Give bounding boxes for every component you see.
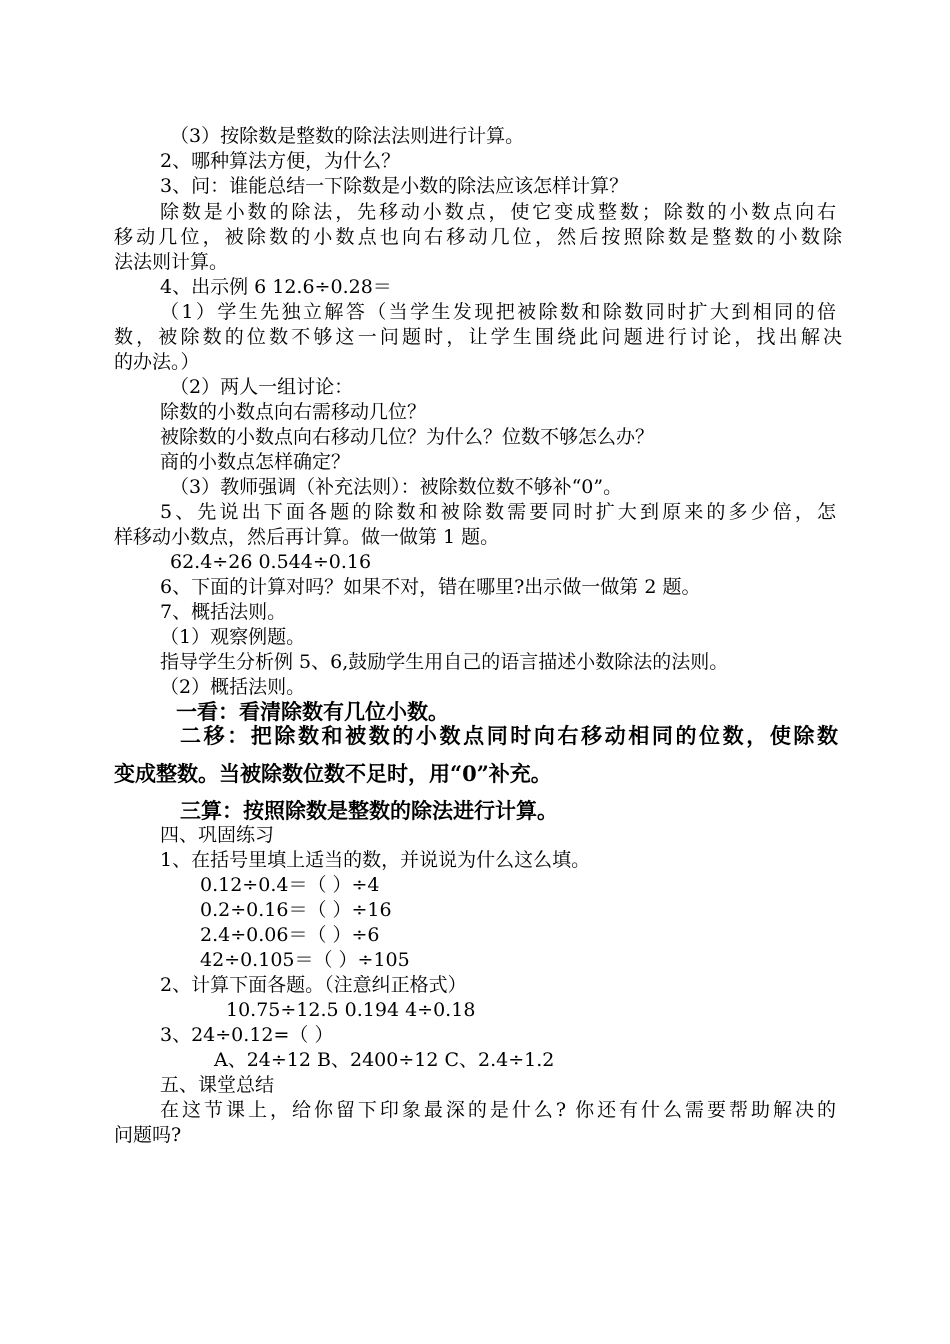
question-2: 2、哪种算法方便，为什么？	[160, 150, 401, 172]
practice-3: 3、24÷0.12=（ ）	[160, 1024, 334, 1046]
question-3: 3、问：谁能总结一下除数是小数的除法应该怎样计算？	[160, 175, 629, 197]
discussion-question-3: 商的小数点怎样确定？	[160, 451, 351, 473]
observe-examples: （1）观察例题。	[160, 626, 306, 648]
rule-look: 一看：看清除数有几位小数。	[176, 699, 449, 724]
section-4-heading: 四、巩固练习	[160, 824, 275, 846]
rule-move-line-2: 变成整数。当被除数位数不足时，用“0”补充。	[114, 761, 552, 786]
summary-line-1: 除数是小数的除法，先移动小数点，使它变成整数；除数的小数点向右	[160, 201, 836, 223]
example-6-step-1-line-1: （1）学生先独立解答（当学生发现把被除数和除数同时扩大到相同的倍	[160, 301, 836, 323]
practice-3-choices: A、24÷12 B、2400÷12 C、2.4÷1.2	[214, 1049, 555, 1071]
section-5-heading: 五、课堂总结	[160, 1074, 275, 1096]
summary-line-3: 法法则计算。	[114, 251, 229, 273]
teacher-emphasis: （3）教师强调（补充法则）：被除数位数不够补“0”。	[170, 476, 623, 498]
question-6: 6、下面的计算对吗？如果不对，错在哪里?出示做一做第 2 题。	[160, 576, 701, 598]
practice-1-item-b: 0.2÷0.16＝（ ）÷16	[200, 899, 392, 921]
closing-line-1: 在这节课上，给你留下印象最深的是什么? 你还有什么需要帮助解决的	[160, 1099, 836, 1121]
summarize-rule: （2）概括法则。	[160, 676, 306, 698]
practice-1: 1、在括号里填上适当的数，并说说为什么这么填。	[160, 849, 591, 871]
guide-students: 指导学生分析例 5、6,鼓励学生用自己的语言描述小数除法的法则。	[160, 651, 729, 673]
example-6-step-2: （2）两人一组讨论：	[170, 376, 354, 398]
practice-1-item-c: 2.4÷0.06＝（ ）÷6	[200, 924, 380, 946]
discussion-question-1: 除数的小数点向右需移动几位？	[160, 401, 427, 423]
step-3-line: （3）按除数是整数的除法法则进行计算。	[170, 125, 525, 147]
rule-compute: 三算：按照除数是整数的除法进行计算。	[180, 798, 558, 823]
example-6-step-1-line-2: 数，被除数的位数不够这一问题时，让学生围绕此问题进行讨论，找出解决	[114, 326, 842, 348]
question-5-line-2: 样移动小数点，然后再计算。做一做第 1 题。	[114, 526, 500, 548]
question-7: 7、概括法则。	[160, 601, 287, 623]
example-6-heading: 4、出示例 6 12.6÷0.28＝	[160, 276, 392, 298]
closing-line-2: 问题吗?	[114, 1124, 182, 1146]
example-6-step-1-line-3: 的办法。）	[114, 351, 200, 373]
practice-2: 2、计算下面各题。（注意纠正格式）	[160, 974, 467, 996]
discussion-question-2: 被除数的小数点向右移动几位？为什么？位数不够怎么办？	[160, 426, 655, 448]
practice-2-items: 10.75÷12.5 0.194 4÷0.18	[226, 999, 476, 1021]
practice-1-item-d: 42÷0.105＝（ ）÷105	[200, 949, 410, 971]
practice-1-item-a: 0.12÷0.4＝（ ）÷4	[200, 874, 380, 896]
summary-line-2: 移动几位，被除数的小数点也向右移动几位，然后按照除数是整数的小数除	[114, 226, 842, 248]
exercise-row-1: 62.4÷26 0.544÷0.16	[170, 551, 372, 573]
question-5-line-1: 5、先说出下面各题的除数和被除数需要同时扩大到原来的多少倍，怎	[160, 501, 836, 523]
rule-move-line-1: 二移：把除数和被数的小数点同时向右移动相同的位数，使除数	[180, 723, 838, 748]
